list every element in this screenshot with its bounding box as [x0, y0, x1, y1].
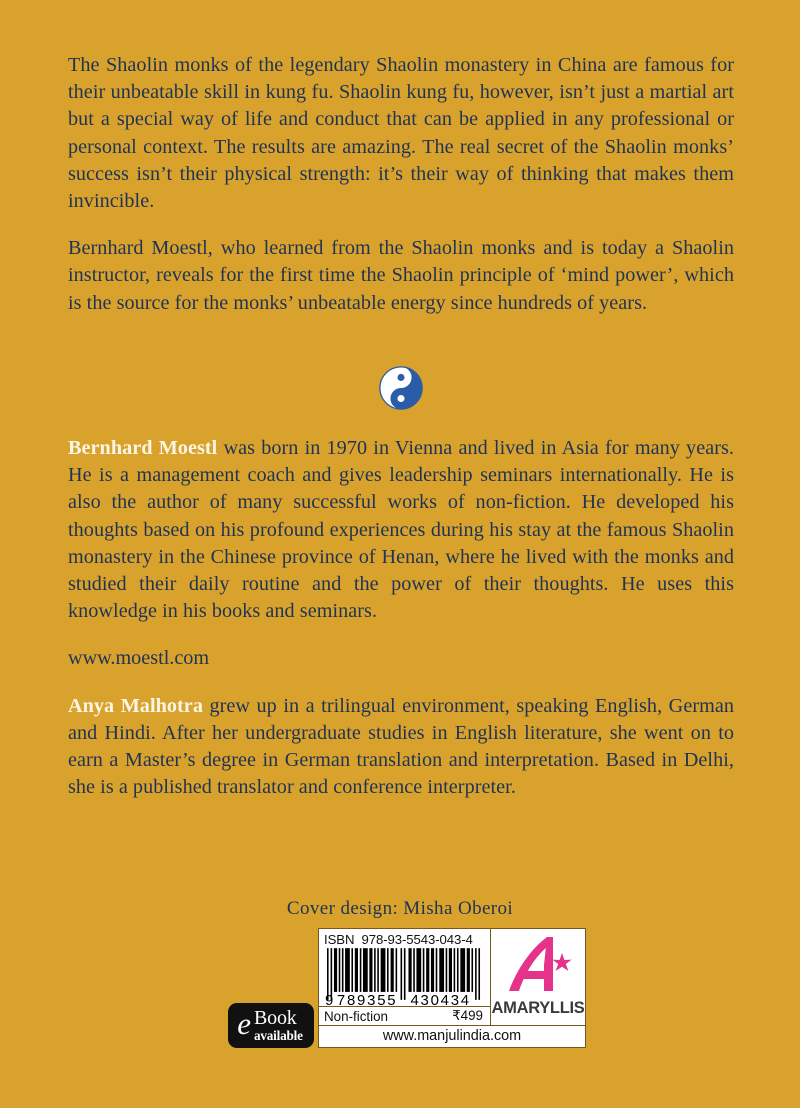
author-name: Bernhard Moestl [68, 437, 218, 459]
barcode-left-panel [319, 929, 491, 1025]
author-bio-paragraph [68, 435, 734, 625]
ebook-book-label: Book [254, 1007, 297, 1030]
barcode-block [318, 928, 586, 1048]
blurb-section [68, 52, 735, 799]
isbn-line [319, 929, 490, 948]
ornament-divider [68, 366, 734, 415]
publisher-website[interactable]: www.manjulindia.com [318, 1026, 586, 1048]
translator-bio-paragraph [68, 693, 734, 802]
author-section [68, 435, 734, 801]
genre-label: Non-fiction [324, 1008, 389, 1024]
cover-design-credit: Cover design: Misha Oberoi [286, 898, 514, 919]
barcode-digit-group-1: 789355 [336, 992, 398, 1006]
isbn-label: ISBN [324, 932, 355, 947]
barcode-digit-group-0: 9 [325, 992, 334, 1006]
amaryllis-a-mark-icon [501, 935, 575, 1000]
ebook-available-badge [228, 1003, 314, 1048]
barcode-digit-group-2: 430434 [410, 992, 471, 1006]
ean13-barcode [319, 948, 490, 1006]
isbn-number: 978-93-5543-043-4 [361, 932, 473, 947]
price-label: ₹499 [452, 1008, 483, 1023]
publisher-name: AMARYLLIS [491, 998, 585, 1017]
author-website[interactable]: www.moestl.com [68, 647, 210, 670]
publisher-logo [491, 929, 585, 1025]
yin-yang-icon [379, 366, 423, 410]
blurb-paragraph-1: The Shaolin monks of the legendary Shaolin monastery in China are famous for their unbeatable skill in kung fu. Shaolin kung fu, however, isn’t just a martial art but a special way of life and conduct that can be applied in any professional or personal context. The results are amazing. The real secret of the Shaolin monks’ success isn’t their physical strength: it’s their way of thinking that makes them invincible. [68, 54, 734, 213]
blurb-paragraph-2: Bernhard Moestl, who learned from the Shaolin monks and is today a Shaolin instructor, reveals for the first time the Shaolin principle of ‘mind power’, which is the source for the monks’ unbeatable energy since hundreds of years. [68, 237, 734, 314]
author-bio-text: was born in 1970 in Vienna and lived in Asia for many years. He is a management coach and gives leadership seminars internationally. He is also the author of many successful works of non-fiction. He developed his thoughts based on his profound experiences during his stay at the famous Shaolin monastery in the Chinese province of Henan, where he lived with the monks and studied their daily routine and the power of their thoughts. He uses this knowledge in his books and seminars. [68, 437, 734, 623]
translator-name: Anya Malhotra [68, 694, 203, 717]
translator-bio-text: grew up in a trilingual environment, speaking English, German and Hindi. After her undergraduate studies in English literature, she went on to earn a Master’s degree in German translation and interpretation. Based in Delhi, she is a published translator and conference interpreter. [68, 694, 735, 799]
barcode-top-row [318, 928, 586, 1026]
ebook-badge-text [254, 1008, 303, 1042]
genre-price-row [319, 1006, 490, 1026]
ebook-e-glyph: e [237, 1006, 251, 1042]
ebook-available-label: available [254, 1028, 303, 1044]
